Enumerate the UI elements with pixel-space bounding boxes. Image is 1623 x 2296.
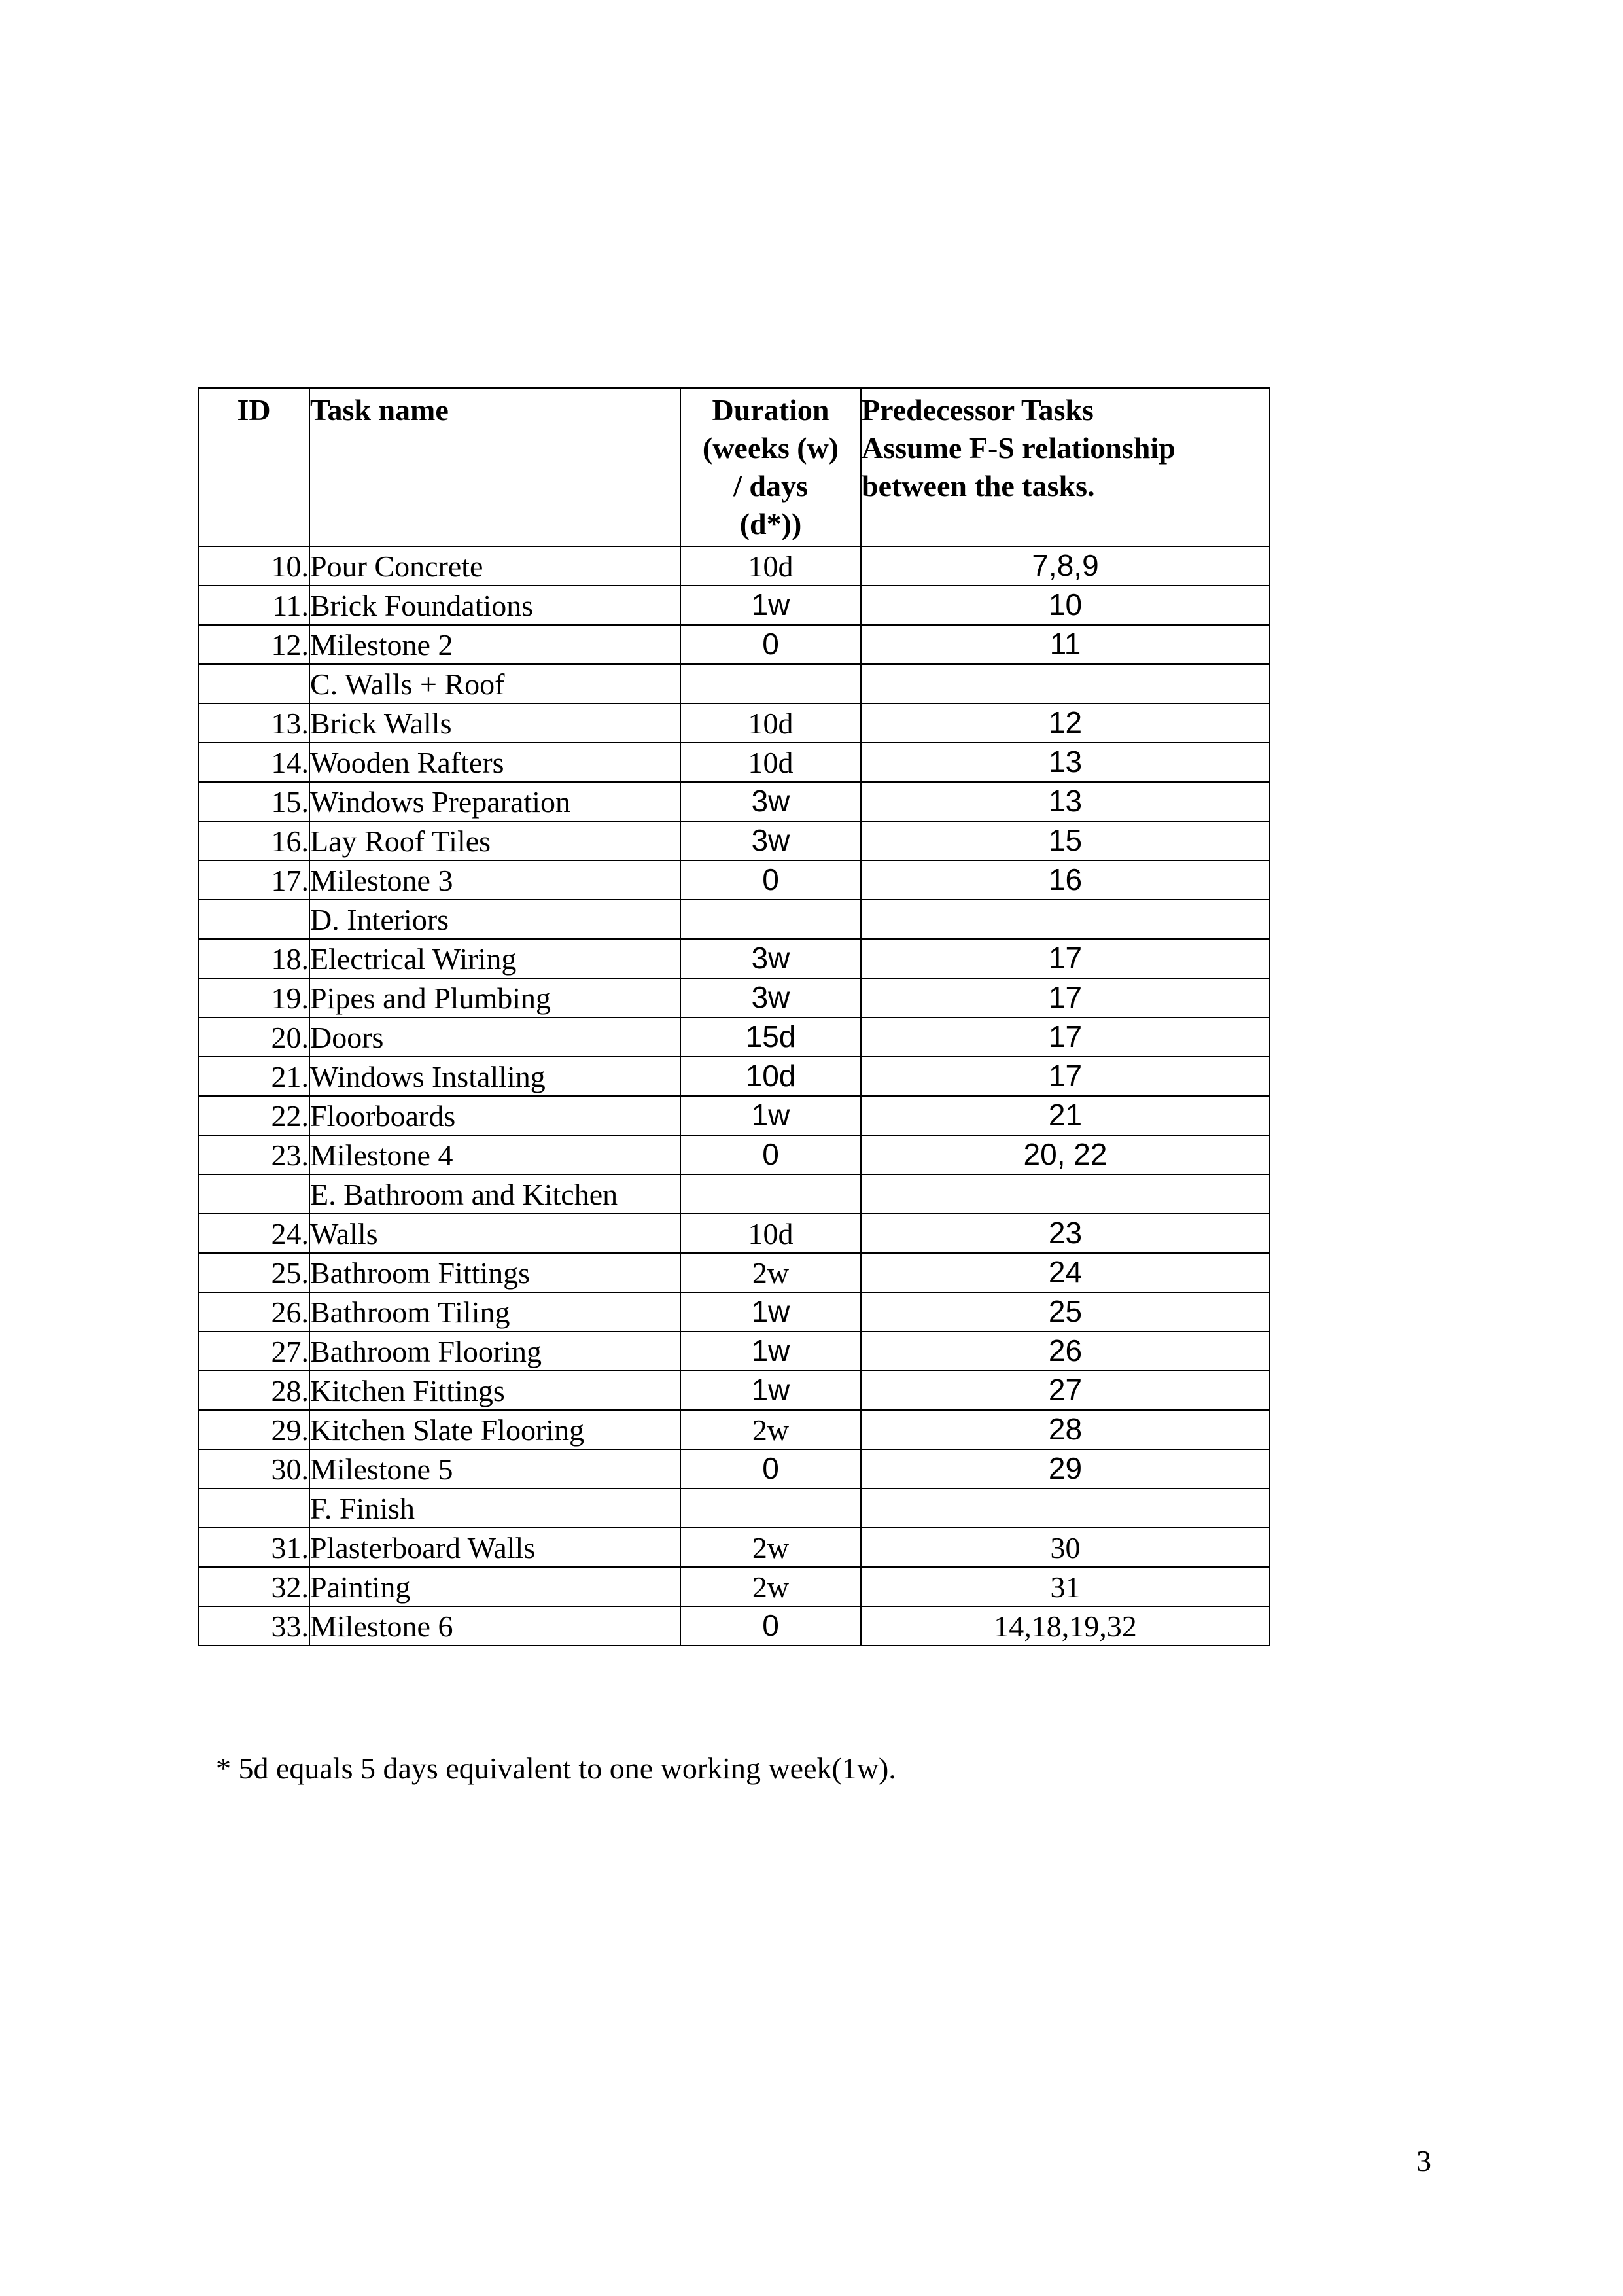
task-duration: 3w bbox=[680, 978, 861, 1017]
task-predecessors: 13 bbox=[861, 782, 1270, 821]
table-row bbox=[198, 978, 1270, 1017]
section-row bbox=[198, 900, 1270, 939]
task-name: Bathroom Tiling bbox=[309, 1292, 680, 1332]
task-predecessors: 28 bbox=[861, 1410, 1270, 1449]
table-row bbox=[198, 1292, 1270, 1332]
task-id: 21. bbox=[198, 1057, 309, 1096]
task-id: 10. bbox=[198, 546, 309, 586]
task-predecessors: 21 bbox=[861, 1096, 1270, 1135]
table-row bbox=[198, 1135, 1270, 1174]
duration-cell bbox=[680, 664, 861, 703]
header-task-name: Task name bbox=[309, 388, 680, 546]
task-name: Bathroom Flooring bbox=[309, 1332, 680, 1371]
table-row bbox=[198, 1017, 1270, 1057]
task-id: 27. bbox=[198, 1332, 309, 1371]
duration-cell bbox=[680, 900, 861, 939]
task-predecessors: 31 bbox=[861, 1567, 1270, 1606]
task-predecessors: 27 bbox=[861, 1371, 1270, 1410]
task-id: 31. bbox=[198, 1528, 309, 1567]
header-duration-line: / days bbox=[733, 469, 808, 503]
table-row bbox=[198, 1096, 1270, 1135]
task-duration: 1w bbox=[680, 1332, 861, 1371]
section-title: D. Interiors bbox=[309, 900, 680, 939]
id-cell bbox=[198, 1489, 309, 1528]
table-row bbox=[198, 782, 1270, 821]
task-duration: 2w bbox=[680, 1410, 861, 1449]
task-id: 33. bbox=[198, 1606, 309, 1646]
task-duration: 10d bbox=[680, 1057, 861, 1096]
task-predecessors: 17 bbox=[861, 978, 1270, 1017]
section-title: F. Finish bbox=[309, 1489, 680, 1528]
task-id: 19. bbox=[198, 978, 309, 1017]
task-id: 32. bbox=[198, 1567, 309, 1606]
task-id: 15. bbox=[198, 782, 309, 821]
task-id: 13. bbox=[198, 703, 309, 743]
task-predecessors: 24 bbox=[861, 1253, 1270, 1292]
task-name: Wooden Rafters bbox=[309, 743, 680, 782]
task-predecessors: 10 bbox=[861, 586, 1270, 625]
task-duration: 1w bbox=[680, 586, 861, 625]
task-predecessors: 15 bbox=[861, 821, 1270, 860]
header-id: ID bbox=[198, 388, 309, 546]
table-row bbox=[198, 703, 1270, 743]
task-table bbox=[198, 387, 1270, 1646]
task-name: Kitchen Fittings bbox=[309, 1371, 680, 1410]
task-id: 18. bbox=[198, 939, 309, 978]
task-duration: 0 bbox=[680, 860, 861, 900]
task-duration: 10d bbox=[680, 703, 861, 743]
task-name: Brick Walls bbox=[309, 703, 680, 743]
page-number: 3 bbox=[1416, 2144, 1431, 2178]
task-duration: 10d bbox=[680, 743, 861, 782]
task-id: 22. bbox=[198, 1096, 309, 1135]
task-id: 12. bbox=[198, 625, 309, 664]
table-row bbox=[198, 586, 1270, 625]
task-name: Floorboards bbox=[309, 1096, 680, 1135]
task-name: Walls bbox=[309, 1214, 680, 1253]
table-row bbox=[198, 1449, 1270, 1489]
section-row bbox=[198, 1489, 1270, 1528]
task-id: 23. bbox=[198, 1135, 309, 1174]
header-duration-line: Duration bbox=[712, 393, 829, 427]
task-duration: 2w bbox=[680, 1567, 861, 1606]
task-name: Lay Roof Tiles bbox=[309, 821, 680, 860]
id-cell bbox=[198, 664, 309, 703]
task-name: Brick Foundations bbox=[309, 586, 680, 625]
task-name: Milestone 2 bbox=[309, 625, 680, 664]
task-duration: 15d bbox=[680, 1017, 861, 1057]
task-id: 30. bbox=[198, 1449, 309, 1489]
task-predecessors: 14,18,19,32 bbox=[861, 1606, 1270, 1646]
task-name: Painting bbox=[309, 1567, 680, 1606]
section-row bbox=[198, 664, 1270, 703]
header-duration bbox=[680, 388, 861, 546]
table-header-row bbox=[198, 388, 1270, 546]
header-predecessor-line: Assume F-S relationship bbox=[862, 431, 1176, 465]
header-duration-line: (d*)) bbox=[739, 507, 802, 540]
task-duration: 2w bbox=[680, 1253, 861, 1292]
task-predecessors: 30 bbox=[861, 1528, 1270, 1567]
table-row bbox=[198, 821, 1270, 860]
section-title: C. Walls + Roof bbox=[309, 664, 680, 703]
header-duration-line: (weeks (w) bbox=[702, 431, 839, 465]
section-title: E. Bathroom and Kitchen bbox=[309, 1174, 680, 1214]
table-row bbox=[198, 1253, 1270, 1292]
task-duration: 1w bbox=[680, 1096, 861, 1135]
task-duration: 0 bbox=[680, 625, 861, 664]
table-row bbox=[198, 939, 1270, 978]
task-duration: 3w bbox=[680, 782, 861, 821]
task-name: Electrical Wiring bbox=[309, 939, 680, 978]
task-predecessors: 12 bbox=[861, 703, 1270, 743]
task-predecessors: 17 bbox=[861, 1057, 1270, 1096]
header-predecessor-line: between the tasks. bbox=[862, 469, 1095, 503]
table-row bbox=[198, 1567, 1270, 1606]
task-predecessors: 20, 22 bbox=[861, 1135, 1270, 1174]
task-duration: 1w bbox=[680, 1371, 861, 1410]
predecessor-cell bbox=[861, 664, 1270, 703]
task-id: 20. bbox=[198, 1017, 309, 1057]
table-row bbox=[198, 1528, 1270, 1567]
footnote: * 5d equals 5 days equivalent to one working week(1w). bbox=[216, 1752, 896, 1785]
task-name: Kitchen Slate Flooring bbox=[309, 1410, 680, 1449]
task-id: 24. bbox=[198, 1214, 309, 1253]
table-row bbox=[198, 860, 1270, 900]
task-duration: 0 bbox=[680, 1135, 861, 1174]
task-name: Windows Preparation bbox=[309, 782, 680, 821]
table-row bbox=[198, 1410, 1270, 1449]
task-name: Milestone 4 bbox=[309, 1135, 680, 1174]
predecessor-cell bbox=[861, 1174, 1270, 1214]
task-predecessors: 29 bbox=[861, 1449, 1270, 1489]
table-row bbox=[198, 1057, 1270, 1096]
task-predecessors: 26 bbox=[861, 1332, 1270, 1371]
task-predecessors: 17 bbox=[861, 939, 1270, 978]
table-row bbox=[198, 625, 1270, 664]
task-name: Milestone 5 bbox=[309, 1449, 680, 1489]
task-id: 16. bbox=[198, 821, 309, 860]
id-cell bbox=[198, 900, 309, 939]
task-predecessors: 7,8,9 bbox=[861, 546, 1270, 586]
task-duration: 3w bbox=[680, 821, 861, 860]
task-id: 11. bbox=[198, 586, 309, 625]
header-predecessor-line: Predecessor Tasks bbox=[862, 393, 1094, 427]
task-duration: 0 bbox=[680, 1449, 861, 1489]
task-duration: 0 bbox=[680, 1606, 861, 1646]
table-row bbox=[198, 1214, 1270, 1253]
task-duration: 1w bbox=[680, 1292, 861, 1332]
task-predecessors: 16 bbox=[861, 860, 1270, 900]
predecessor-cell bbox=[861, 900, 1270, 939]
task-duration: 3w bbox=[680, 939, 861, 978]
table-row bbox=[198, 1606, 1270, 1646]
task-name: Bathroom Fittings bbox=[309, 1253, 680, 1292]
task-name: Windows Installing bbox=[309, 1057, 680, 1096]
task-predecessors: 11 bbox=[861, 625, 1270, 664]
task-id: 26. bbox=[198, 1292, 309, 1332]
task-duration: 2w bbox=[680, 1528, 861, 1567]
task-name: Pipes and Plumbing bbox=[309, 978, 680, 1017]
table-row bbox=[198, 1332, 1270, 1371]
table-row bbox=[198, 743, 1270, 782]
predecessor-cell bbox=[861, 1489, 1270, 1528]
task-name: Milestone 6 bbox=[309, 1606, 680, 1646]
task-id: 29. bbox=[198, 1410, 309, 1449]
task-name: Plasterboard Walls bbox=[309, 1528, 680, 1567]
task-duration: 10d bbox=[680, 546, 861, 586]
task-id: 25. bbox=[198, 1253, 309, 1292]
task-id: 28. bbox=[198, 1371, 309, 1410]
duration-cell bbox=[680, 1174, 861, 1214]
section-row bbox=[198, 1174, 1270, 1214]
task-duration: 10d bbox=[680, 1214, 861, 1253]
task-table-body bbox=[198, 546, 1270, 1646]
task-predecessors: 23 bbox=[861, 1214, 1270, 1253]
task-predecessors: 17 bbox=[861, 1017, 1270, 1057]
task-id: 14. bbox=[198, 743, 309, 782]
header-predecessor bbox=[861, 388, 1270, 546]
table-row bbox=[198, 546, 1270, 586]
table-row bbox=[198, 1371, 1270, 1410]
task-predecessors: 13 bbox=[861, 743, 1270, 782]
task-name: Doors bbox=[309, 1017, 680, 1057]
task-name: Milestone 3 bbox=[309, 860, 680, 900]
task-name: Pour Concrete bbox=[309, 546, 680, 586]
task-id: 17. bbox=[198, 860, 309, 900]
id-cell bbox=[198, 1174, 309, 1214]
task-predecessors: 25 bbox=[861, 1292, 1270, 1332]
duration-cell bbox=[680, 1489, 861, 1528]
